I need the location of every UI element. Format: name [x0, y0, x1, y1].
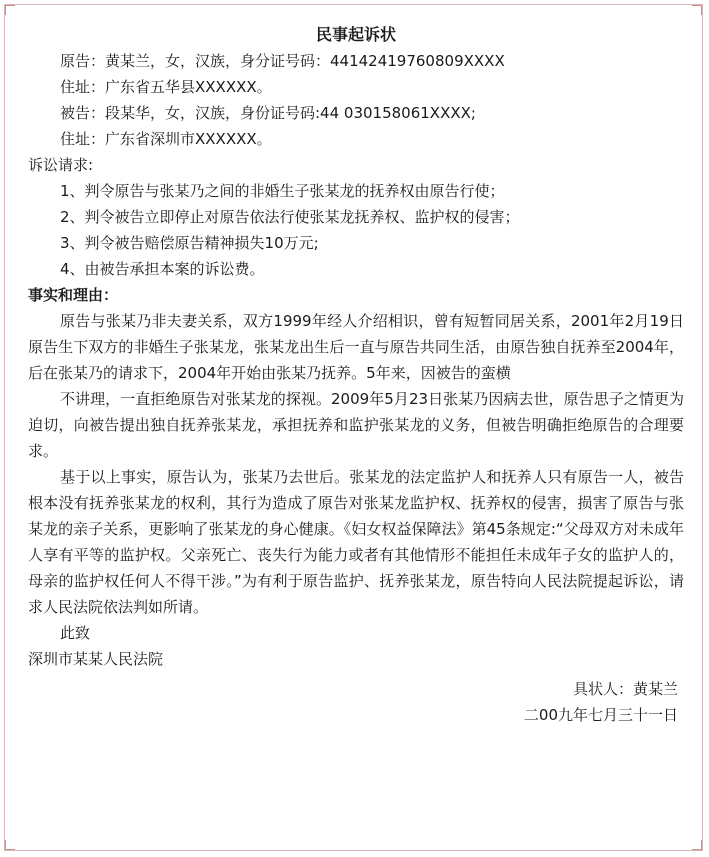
- facts-paragraph: 不讲理，一直拒绝原告对张某龙的探视。2009年5月23日张某乃因病去世，原告思子之情更为迫切，向被告提出独自抚养张某龙，承担抚养和监护张某龙的义务，但被告明确拒绝原告的合理要求。: [28, 390, 684, 460]
- court-name: 深圳市某某人民法院: [28, 650, 164, 668]
- claim-item: 2、判令被告立即停止对原告依法行使张某龙抚养权、监护权的侵害；: [60, 208, 520, 226]
- document-title: 民事起诉状: [315, 25, 396, 44]
- closing-salutation: 此致: [60, 624, 91, 642]
- plaintiff-address: 住址：广东省五华县XXXXXX。: [60, 78, 272, 96]
- claim-item: 4、由被告承担本案的诉讼费。: [60, 260, 265, 278]
- defendant-line: 被告：段某华，女，汉族，身份证号码:44 030158061XXXX;: [60, 104, 476, 122]
- corner-ornament: [5, 5, 15, 15]
- corner-ornament: [692, 840, 702, 850]
- plaintiff-line: 原告：黄某兰，女，汉族，身分证号码：44142419760809XXXX: [60, 52, 505, 70]
- signature-date: 二00九年七月三十一日: [523, 706, 678, 724]
- defendant-address: 住址：广东省深圳市XXXXXX。: [60, 130, 272, 148]
- claim-item: 1、判令原告与张某乃之间的非婚生子张某龙的抚养权由原告行使；: [60, 182, 505, 200]
- claims-heading: 诉讼请求:: [28, 156, 94, 174]
- complaint-document: [28, 22, 684, 728]
- facts-heading: 事实和理由：: [28, 286, 119, 304]
- corner-ornament: [5, 840, 15, 850]
- facts-paragraph: 基于以上事实，原告认为，张某乃去世后。张某龙的法定监护人和抚养人只有原告一人，被告根本没有抚养张某龙的权利，其行为造成了原告对张某龙监护权、抚养权的侵害，损害了原告与张某龙的亲子关系，更影响了张某龙的身心健康。《妇女权益保障法》第45条规定:“父母双方对未成年人享有平等的监护权。父亲死亡、丧失行为能力或者有其他情形不能担任未成年子女的监护人的，母亲的监护权任何人不得干涉。”为有利于原告监护、抚养张某龙，原告特向人民法院提起诉讼，请求人民法院依法判如所请。: [28, 468, 684, 616]
- claim-item: 3、判令被告赔偿原告精神损失10万元;: [60, 234, 319, 252]
- corner-ornament: [692, 5, 702, 15]
- signer: 具状人：黄某兰: [572, 680, 678, 698]
- facts-paragraph: 原告与张某乃非夫妻关系，双方1999年经人介绍相识，曾有短暂同居关系，2001年2月19日原告生下双方的非婚生子张某龙，张某龙出生后一直与原告共同生活，由原告独自抚养至2004年，后在张某乃的请求下，2004年开始由张某乃抚养。5年来，因被告的蛮横: [28, 312, 684, 382]
